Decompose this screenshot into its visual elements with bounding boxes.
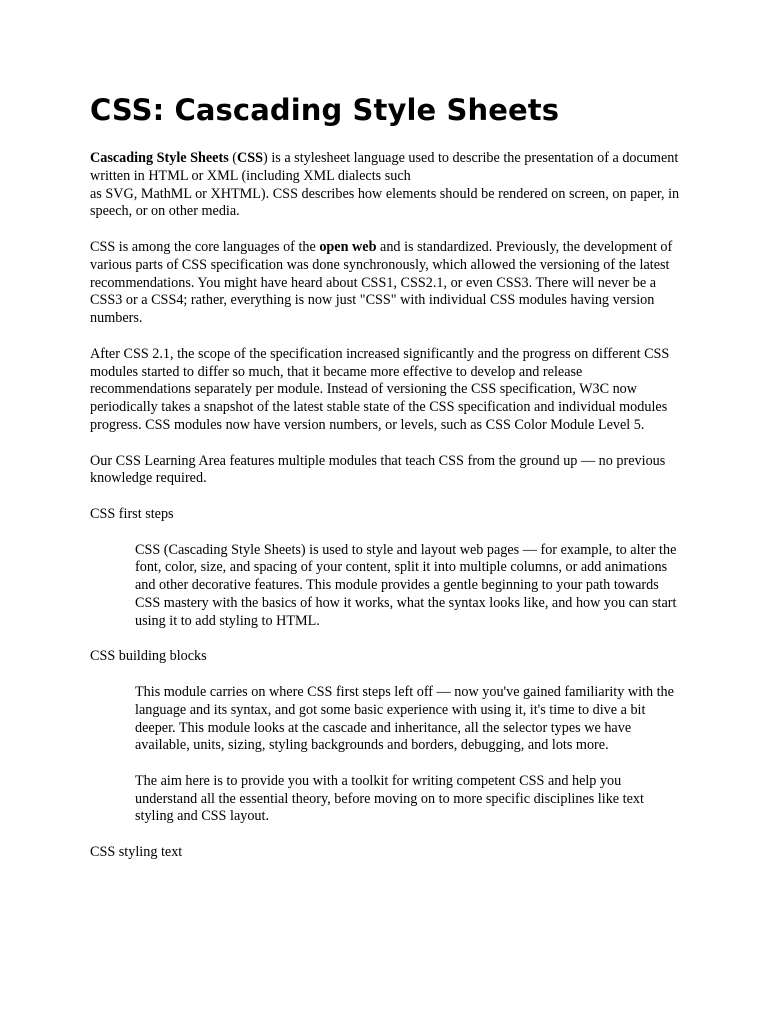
module-title-styling-text: CSS styling text: [90, 844, 183, 861]
open-web-term: open web: [319, 238, 377, 255]
module-desc-paragraph: CSS (Cascading Style Sheets) is used to style and layout web pages — for example, to alter the font, color, size, and spacing of your content, split it into multiple columns, or add animations and other decorative features. This module provides a gentle beginning to your path towards CSS mastery with the basics of how it works, what the syntax looks like, and how you can start using it to add styling to HTML.: [135, 541, 677, 629]
learning-area-paragraph: Our CSS Learning Area features multiple modules that teach CSS from the ground up — no previous knowledge required.: [90, 452, 666, 487]
module-desc-paragraph: This module carries on where CSS first steps left off — now you've gained familiarity with the language and its syntax, and got some basic experience with using it, it's time to dive a bit deeper. This module looks at the cascade and inheritance, all the selector types we have available, units, sizing, styling backgrounds and borders, debugging, and lots more.: [135, 683, 674, 754]
versioning-paragraph: After CSS 2.1, the scope of the specification increased significantly and the progress on different CSS modules started to differ so much, that it became more effective to develop and release recommendations separately per module. Instead of versioning the CSS specification, W3C now periodically takes a snapshot of the latest stable state of the CSS specification and individual modules progress. CSS modules now have version numbers, or levels, such as CSS Color Module Level 5.: [90, 345, 670, 433]
intro-open-paren: (: [228, 150, 238, 166]
module-desc-paragraph: The aim here is to provide you with a toolkit for writing competent CSS and help you understand all the essential theory, before moving on to more specific disciplines like text styling and CSS layout.: [135, 772, 644, 825]
intro-abbr: CSS: [237, 150, 264, 166]
intro-text-1: ) is a stylesheet language used to describe the presentation of a document written in HTML or XML (including XML dialects such: [90, 150, 679, 184]
intro-text-2: as SVG, MathML or XHTML). CSS describes how elements should be rendered on screen, on paper, in speech, or on other media.: [90, 185, 680, 220]
standards-text-before: CSS is among the core languages of the: [90, 238, 320, 255]
standards-text-after: and is standardized. Previously, the development of various parts of CSS specification was done synchronously, which allowed the versioning of the latest recommendations. You might have heard about CSS1, CSS2.1, or even CSS3. There will never be a CSS3 or a CSS4; rather, everything is now just "CSS" with individual CSS modules having version numbers.: [90, 238, 673, 327]
intro-term: Cascading Style Sheets: [90, 150, 229, 166]
module-desc-building-blocks: [135, 684, 680, 826]
standards-paragraph: [90, 239, 680, 328]
module-desc-first-steps: [135, 542, 680, 631]
intro-paragraph: [90, 150, 680, 221]
module-title-building-blocks: CSS building blocks: [90, 648, 207, 665]
module-title-first-steps: CSS first steps: [90, 505, 174, 522]
page-title: CSS: Cascading Style Sheets: [90, 93, 560, 127]
document-page: [90, 92, 680, 880]
